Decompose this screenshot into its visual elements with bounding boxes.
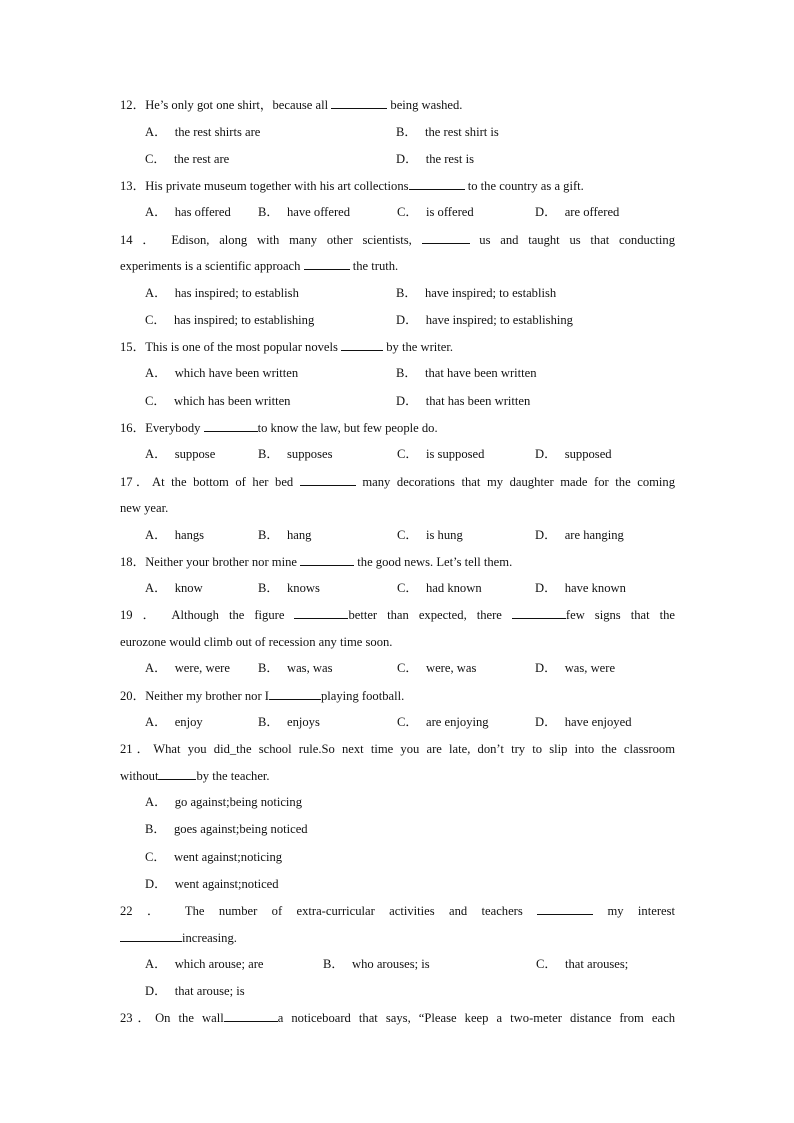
question-text: us and taught us that conducting — [469, 232, 675, 247]
option-d: D． went against;noticed — [145, 876, 279, 891]
answer-blank — [224, 1009, 278, 1022]
question-16: 16．Everybody to know the law, but few people do. — [120, 420, 438, 435]
question-text: without — [120, 768, 159, 783]
option-b: B． goes against;being noticed — [145, 822, 308, 837]
answer-blank — [204, 419, 258, 432]
question-number: 18 — [120, 554, 133, 569]
question-number: 23 — [120, 1011, 133, 1026]
question-text: the truth. — [349, 259, 399, 274]
options-row — [145, 119, 675, 146]
options-row — [145, 522, 675, 549]
option-c: C． were, was — [397, 661, 477, 676]
option-a: A． which have been written — [145, 366, 299, 381]
option-b: B． hang — [258, 527, 312, 542]
option-c: C． went against;noticing — [145, 849, 283, 864]
question-text: eurozone would climb out of recession any time soon. — [120, 634, 393, 649]
question-number: 14 — [120, 232, 133, 247]
options-row — [145, 655, 675, 682]
question-14-cont — [120, 253, 675, 280]
options-row — [145, 441, 675, 468]
question-text: playing football. — [321, 688, 405, 703]
option-b: B． knows — [258, 581, 320, 596]
answer-blank — [537, 902, 593, 915]
option-a-row — [145, 789, 675, 816]
question-text: His private museum together with his art collections — [145, 178, 409, 193]
question-text: He’s only got one shirt，because all — [145, 98, 332, 112]
option-a: A． hangs — [145, 527, 205, 542]
option-c: C． is hung — [397, 527, 463, 542]
question-text: few signs that the — [565, 608, 675, 623]
option-a: A． were, were — [145, 661, 230, 676]
question-number: 16 — [120, 420, 133, 435]
option-d: D． are offered — [535, 205, 620, 220]
answer-blank — [422, 231, 470, 244]
option-c: C． had known — [397, 581, 482, 596]
answer-blank — [158, 767, 196, 780]
question-number: 20 — [120, 688, 133, 703]
question-text: to know the law, but few people do. — [257, 420, 438, 435]
question-text: by the writer. — [383, 339, 454, 354]
question-13: 13．His private museum together with his art collections to the country as a gift. — [120, 178, 584, 193]
option-c: C． has inspired; to establishing — [145, 312, 315, 327]
option-a: A． enjoy — [145, 715, 203, 730]
option-d-row — [145, 871, 675, 898]
option-a: A． which arouse; are — [145, 957, 264, 971]
question-19: 19 ． Although the figure better than expected, there few signs that the — [120, 608, 675, 623]
answer-blank — [409, 177, 465, 190]
question-text: to the country as a gift. — [464, 178, 584, 193]
option-c: C． which has been written — [145, 393, 291, 408]
option-a: A． know — [145, 581, 203, 596]
option-a: A． the rest shirts are — [145, 124, 261, 139]
answer-blank — [300, 553, 354, 566]
options-row — [145, 146, 675, 173]
options-row — [145, 978, 675, 1005]
option-c: C． is supposed — [397, 447, 485, 462]
question-text: At the bottom of her bed — [152, 474, 300, 489]
question-22-cont — [120, 925, 675, 952]
question-20: 20．Neither my brother nor I playing football. — [120, 688, 405, 703]
question-text: This is one of the most popular novels — [145, 339, 342, 354]
question-text: What you did_the school rule.So next time you are late, don’t try to slip into the classroom — [153, 742, 675, 757]
answer-blank — [269, 687, 321, 700]
question-text: increasing. — [182, 930, 237, 945]
option-c: C． that arouses; — [536, 957, 629, 971]
option-d: D． the rest is — [396, 151, 474, 166]
option-a: A． suppose — [145, 447, 216, 462]
question-number: 12 — [120, 98, 133, 112]
option-b: B． that have been written — [396, 366, 537, 381]
question-text: better than expected, there — [348, 608, 512, 623]
option-b: B． who arouses; is — [323, 957, 430, 971]
answer-blank — [300, 473, 356, 486]
option-c: C． the rest are — [145, 151, 230, 166]
answer-blank — [512, 606, 566, 619]
question-23: 23．On the wall a noticeboard that says, “Please keep a two-meter distance from each — [120, 1011, 675, 1026]
answer-blank — [341, 338, 383, 351]
option-b: B． have inspired; to establish — [396, 285, 557, 300]
option-d: D． that arouse; is — [145, 984, 245, 999]
question-number: 15 — [120, 339, 133, 354]
question-text: experiments is a scientific approach — [120, 259, 304, 274]
question-17-cont — [120, 495, 675, 522]
options-row — [145, 307, 675, 334]
options-row — [145, 199, 675, 226]
options-row — [145, 388, 675, 415]
options-row — [145, 709, 675, 736]
option-b: B． enjoys — [258, 715, 320, 730]
question-number: 21 — [120, 742, 133, 757]
question-14: 14 ． Edison, along with many other scientists, us and taught us that conducting — [120, 232, 675, 247]
option-d: D． have inspired; to establishing — [396, 312, 573, 327]
option-b: B． the rest shirt is — [396, 124, 499, 139]
question-text: Although the figure — [171, 608, 295, 623]
option-c: C． are enjoying — [397, 715, 489, 730]
option-c-row — [145, 844, 675, 871]
options-row — [145, 951, 675, 978]
exam-page — [120, 92, 675, 1032]
question-text: The number of extra-curricular activities and teachers — [184, 904, 538, 918]
question-19-cont — [120, 629, 675, 656]
question-17: 17．At the bottom of her bed many decorations that my daughter made for the coming — [120, 474, 676, 489]
question-22: 22 ． The number of extra-curricular activities and teachers my interest — [120, 904, 675, 918]
question-text: Neither your brother nor mine — [145, 554, 301, 569]
question-text: many decorations that my daughter made for the coming — [355, 474, 676, 489]
option-a: A． has offered — [145, 205, 231, 220]
option-d: D． are hanging — [535, 527, 624, 542]
question-12: 12．He’s only got one shirt，because all being washed. — [120, 98, 463, 112]
options-row — [145, 360, 675, 387]
option-d: D． supposed — [535, 447, 612, 462]
question-text: a noticeboard that says, “Please keep a two-meter distance from each — [277, 1011, 675, 1026]
question-18: 18．Neither your brother nor mine the good news. Let’s tell them. — [120, 554, 513, 569]
option-a: A． go against;being noticing — [145, 795, 303, 810]
option-b-row — [145, 816, 675, 843]
answer-blank — [304, 257, 350, 270]
question-text: being washed. — [387, 98, 463, 112]
option-c: C． is offered — [397, 205, 474, 220]
question-number: 19 — [120, 608, 133, 623]
option-d: D． have known — [535, 581, 626, 596]
question-15: 15．This is one of the most popular novels by the writer. — [120, 339, 454, 354]
option-d: D． was, were — [535, 661, 616, 676]
question-text: the good news. Let’s tell them. — [354, 554, 513, 569]
question-text: Everybody — [145, 420, 204, 435]
question-21-cont — [120, 763, 675, 790]
question-text: On the wall — [155, 1011, 224, 1026]
question-text: Neither my brother nor I — [145, 688, 269, 703]
option-d: D． that has been written — [396, 393, 531, 408]
question-number: 13 — [120, 178, 133, 193]
options-row — [145, 280, 675, 307]
option-b: B． have offered — [258, 205, 351, 220]
question-text: new year. — [120, 501, 169, 515]
question-number: 22 — [120, 904, 133, 918]
question-number: 17 — [120, 474, 133, 489]
answer-blank — [331, 96, 387, 109]
options-row — [145, 575, 675, 602]
option-d: D． have enjoyed — [535, 715, 632, 730]
option-a: A． has inspired; to establish — [145, 285, 299, 300]
question-text: Edison, along with many other scientists, — [171, 232, 422, 247]
answer-blank — [294, 606, 348, 619]
option-b: B． supposes — [258, 447, 333, 462]
question-text: by the teacher. — [196, 768, 270, 783]
option-b: B． was, was — [258, 661, 333, 676]
answer-blank — [120, 929, 182, 942]
question-text: my interest — [593, 904, 675, 918]
question-21: 21．What you did_the school rule.So next time you are late, don’t try to slip into the classroom — [120, 742, 675, 757]
